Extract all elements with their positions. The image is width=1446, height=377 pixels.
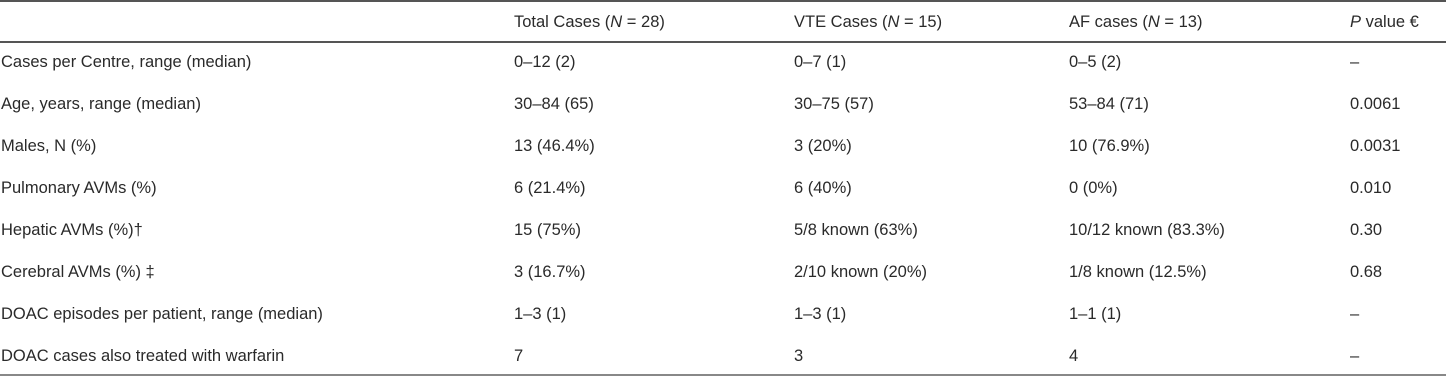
row-label: DOAC cases also treated with warfarin [1,347,285,365]
cell-total: 1–3 (1) [514,305,567,323]
cell-p-value: 0.0031 [1350,137,1401,155]
cell-af: 0–5 (2) [1069,53,1122,71]
cell-af: 10 (76.9%) [1069,137,1150,155]
cell-vte: 3 [794,347,804,365]
header-total-cases: Total Cases (N = 28) [514,13,665,31]
cell-p-value: 0.010 [1350,179,1392,197]
cell-total: 3 (16.7%) [514,263,586,281]
cell-total: 6 (21.4%) [514,179,586,197]
cell-vte: 2/10 known (20%) [794,263,927,281]
cell-vte: 0–7 (1) [794,53,847,71]
header-vte-cases: VTE Cases (N = 15) [794,13,943,31]
cell-p-value: – [1350,305,1360,323]
cell-vte: 1–3 (1) [794,305,847,323]
cell-p-value: 0.68 [1350,263,1383,281]
cell-total: 13 (46.4%) [514,137,595,155]
cell-p-value: – [1350,53,1360,71]
row-label: Pulmonary AVMs (%) [1,179,157,197]
row-label: DOAC episodes per patient, range (median) [1,305,323,323]
cell-af: 53–84 (71) [1069,95,1149,113]
cell-p-value: – [1350,347,1360,365]
bottom-rule [0,374,1446,376]
top-rule [0,0,1446,2]
header-af-cases: AF cases (N = 13) [1069,13,1203,31]
cell-af: 1–1 (1) [1069,305,1122,323]
cell-af: 10/12 known (83.3%) [1069,221,1225,239]
row-label: Cerebral AVMs (%) ‡ [1,263,155,281]
row-label: Age, years, range (median) [1,95,201,113]
cell-total: 15 (75%) [514,221,581,239]
cell-total: 7 [514,347,524,365]
cell-af: 1/8 known (12.5%) [1069,263,1207,281]
cell-p-value: 0.30 [1350,221,1383,239]
cell-vte: 6 (40%) [794,179,852,197]
cell-vte: 30–75 (57) [794,95,874,113]
row-label: Males, N (%) [1,137,97,155]
cell-p-value: 0.0061 [1350,95,1401,113]
cell-af: 0 (0%) [1069,179,1118,197]
row-label: Cases per Centre, range (median) [1,53,252,71]
cell-vte: 3 (20%) [794,137,852,155]
header-p-value: P value € [1350,13,1419,31]
cell-total: 0–12 (2) [514,53,576,71]
cell-vte: 5/8 known (63%) [794,221,918,239]
row-label: Hepatic AVMs (%)† [1,221,143,239]
cell-total: 30–84 (65) [514,95,594,113]
header-rule [0,41,1446,43]
cell-af: 4 [1069,347,1079,365]
